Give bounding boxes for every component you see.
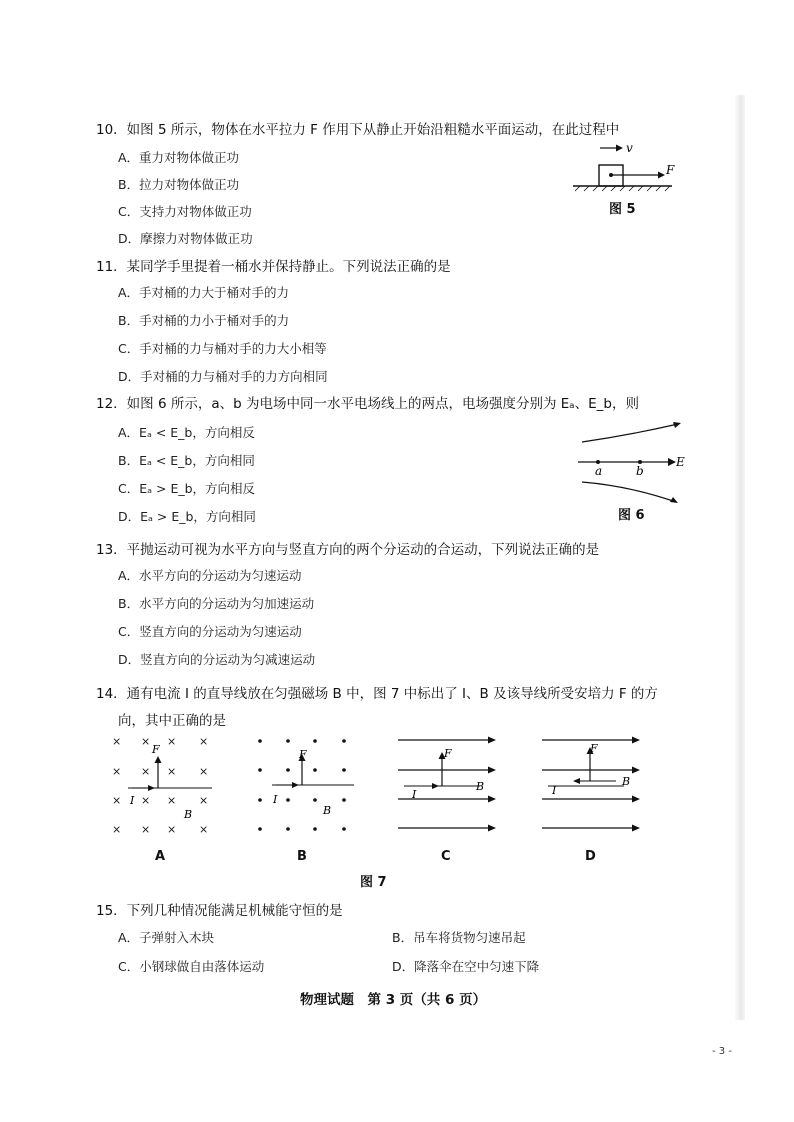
current-arrow xyxy=(573,778,616,784)
label-F: F xyxy=(590,742,598,755)
svg-text:×: × xyxy=(167,794,177,807)
velocity-label: v xyxy=(626,141,633,155)
label-b: b xyxy=(636,464,644,478)
field-arrowheads xyxy=(488,737,496,832)
figure-7-panel-d xyxy=(540,730,644,840)
panel-label-b: B xyxy=(297,849,307,864)
question-10-stem: 10．如图 5 所示，物体在水平拉力 F 作用下从静止开始沿粗糙水平面运动，在此过程中 xyxy=(96,122,620,138)
svg-text:×: × xyxy=(112,765,122,778)
panel-label-d: D xyxy=(585,849,596,864)
q13-option-d: D．竖直方向的分运动为匀减速运动 xyxy=(118,652,316,667)
q15-option-b: B．吊车将货物匀速吊起 xyxy=(392,930,526,945)
label-B: B xyxy=(184,808,193,821)
label-I: I xyxy=(552,784,557,797)
q12-option-b: B．Eₐ < E_b，方向相同 xyxy=(118,453,255,468)
q12-option-d: D．Eₐ > E_b，方向相同 xyxy=(118,509,256,524)
q10-option-c: C．支持力对物体做正功 xyxy=(118,204,252,219)
force-arrow xyxy=(155,756,162,788)
q10-option-a: A．重力对物体做正功 xyxy=(118,150,240,165)
label-B: B xyxy=(476,780,485,793)
figure-7-panel-c xyxy=(396,730,500,840)
svg-text:×: × xyxy=(199,794,209,807)
figure-5 xyxy=(560,138,690,198)
q12-option-a: A．Eₐ < E_b，方向相反 xyxy=(118,425,255,440)
svg-text:×: × xyxy=(199,765,209,778)
question-14-stem-line2: 向，其中正确的是 xyxy=(118,713,226,729)
page-number: - 3 - xyxy=(712,1046,732,1057)
svg-text:×: × xyxy=(141,823,151,836)
q11-option-a: A．手对桶的力大于桶对手的力 xyxy=(118,285,290,300)
figure-5-label: 图 5 xyxy=(609,202,636,217)
panel-label-c: C xyxy=(441,849,451,864)
svg-text:×: × xyxy=(112,794,122,807)
q11-option-d: D．手对桶的力与桶对手的力方向相同 xyxy=(118,369,328,384)
svg-text:×: × xyxy=(141,765,151,778)
label-F: F xyxy=(444,747,452,760)
label-F: F xyxy=(299,748,307,761)
label-B: B xyxy=(622,775,631,788)
q11-option-c: C．手对桶的力与桶对手的力大小相等 xyxy=(118,341,327,356)
question-15-stem: 15．下列几种情况能满足机械能守恒的是 xyxy=(96,903,343,919)
page-footer: 物理试题 第 3 页（共 6 页） xyxy=(300,992,487,1008)
label-I: I xyxy=(130,794,135,807)
field-line-upper xyxy=(582,422,681,442)
current-arrow xyxy=(276,782,299,788)
label-F: F xyxy=(152,743,160,756)
q13-option-b: B．水平方向的分运动为匀加速运动 xyxy=(118,596,315,611)
question-12-stem: 12．如图 6 所示，a、b 为电场中同一水平电场线上的两点，电场强度分别为 Eₐ、E_b，则 xyxy=(96,396,639,412)
svg-text:×: × xyxy=(141,735,151,748)
question-13-stem: 13．平抛运动可视为水平方向与竖直方向的两个分运动的合运动，下列说法正确的是 xyxy=(96,542,600,558)
question-14-stem-line1: 14．通有电流 I 的直导线放在匀强磁场 B 中，图 7 中标出了 I、B 及该导线所受安培力 F 的方 xyxy=(96,686,658,702)
label-E: E xyxy=(676,455,685,469)
figure-7-panel-a xyxy=(108,730,218,840)
label-B: B xyxy=(323,804,332,817)
svg-text:×: × xyxy=(112,735,122,748)
q13-option-c: C．竖直方向的分运动为匀速运动 xyxy=(118,624,302,639)
svg-text:×: × xyxy=(167,765,177,778)
field-line-middle xyxy=(578,458,676,466)
q13-option-a: A．水平方向的分运动为匀速运动 xyxy=(118,568,302,583)
svg-text:×: × xyxy=(167,735,177,748)
svg-text:×: × xyxy=(141,794,151,807)
figure-6-label: 图 6 xyxy=(618,508,645,523)
into-page-field-marks xyxy=(112,735,208,836)
ground-hatch xyxy=(575,186,670,191)
field-arrowheads xyxy=(632,737,640,832)
q15-option-d: D．降落伞在空中匀速下降 xyxy=(392,959,540,974)
q15-option-c: C．小钢球做自由落体运动 xyxy=(118,959,265,974)
label-I: I xyxy=(412,788,417,801)
question-11-stem: 11．某同学手里提着一桶水并保持静止。下列说法正确的是 xyxy=(96,259,451,275)
current-arrow xyxy=(132,785,155,791)
q12-option-c: C．Eₐ > E_b，方向相反 xyxy=(118,481,256,496)
svg-text:×: × xyxy=(167,823,177,836)
velocity-arrow xyxy=(600,145,623,152)
label-I: I xyxy=(273,793,278,806)
q15-option-a: A．子弹射入木块 xyxy=(118,930,215,945)
q11-option-b: B．手对桶的力小于桶对手的力 xyxy=(118,313,290,328)
scan-edge-shadow xyxy=(735,95,745,1020)
figure-6 xyxy=(570,420,690,505)
field-lines xyxy=(398,740,488,828)
svg-text:×: × xyxy=(199,735,209,748)
svg-text:×: × xyxy=(112,823,122,836)
force-arrow xyxy=(611,172,665,179)
q10-option-b: B．拉力对物体做正功 xyxy=(118,177,240,192)
figure-7-panel-b xyxy=(250,730,360,840)
label-a: a xyxy=(595,464,603,478)
q10-option-d: D．摩擦力对物体做正功 xyxy=(118,231,253,246)
panel-label-a: A xyxy=(155,849,166,864)
figure-7-label: 图 7 xyxy=(360,875,387,890)
force-label: F xyxy=(666,163,675,177)
field-line-lower xyxy=(582,482,678,503)
svg-text:×: × xyxy=(199,823,209,836)
